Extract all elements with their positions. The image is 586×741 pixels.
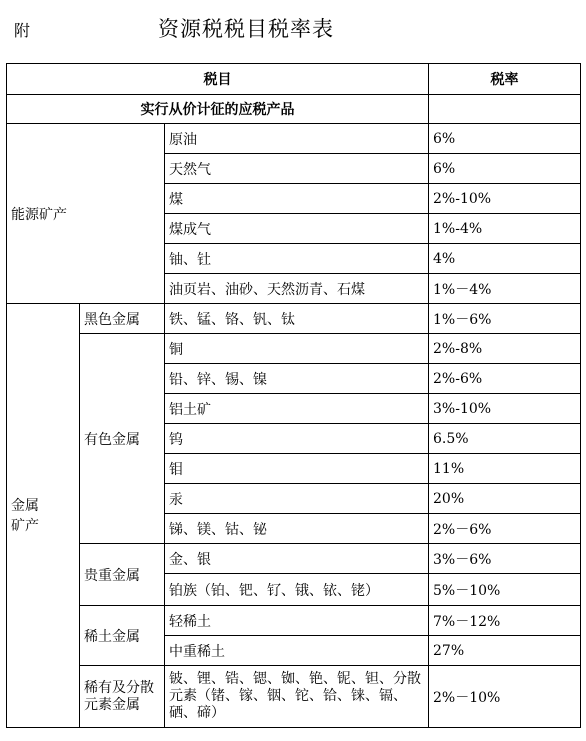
section-label: 实行从价计征的应税产品 xyxy=(7,95,429,124)
table-row xyxy=(7,304,581,334)
item-cell: 中重稀土 xyxy=(165,636,429,666)
page-title: 资源税税目税率表 xyxy=(158,17,334,41)
rate-cell: 1%-4% xyxy=(429,214,581,244)
rate-cell: 2%－6% xyxy=(429,514,581,544)
section-rate-empty xyxy=(429,95,581,124)
rate-cell: 6.5% xyxy=(429,424,581,454)
item-cell: 钼 xyxy=(165,454,429,484)
rate-cell: 2%－10% xyxy=(429,666,581,728)
rate-cell: 11% xyxy=(429,454,581,484)
header-item: 税目 xyxy=(7,64,429,95)
section-row xyxy=(7,95,581,124)
group-rare-earth: 稀土金属 xyxy=(80,606,165,666)
group-nonferrous: 有色金属 xyxy=(80,334,165,544)
header-rate: 税率 xyxy=(429,64,581,95)
rate-cell: 1%－6% xyxy=(429,304,581,334)
item-cell: 铁、锰、铬、钒、钛 xyxy=(165,304,429,334)
rate-cell: 6% xyxy=(429,154,581,184)
item-cell: 原油 xyxy=(165,124,429,154)
rate-cell: 27% xyxy=(429,636,581,666)
category-metal-label: 金属矿产 xyxy=(11,497,39,534)
rate-cell: 4% xyxy=(429,244,581,274)
category-energy: 能源矿产 xyxy=(7,124,165,304)
item-cell: 天然气 xyxy=(165,154,429,184)
group-scattered: 稀有及分散元素金属 xyxy=(80,666,165,728)
item-cell: 油页岩、油砂、天然沥青、石煤 xyxy=(165,274,429,304)
item-cell: 铍、锂、锆、锶、铷、铯、铌、钽、分散元素（锗、镓、铟、铊、铪、铼、镉、硒、碲） xyxy=(165,666,429,728)
rate-cell: 20% xyxy=(429,484,581,514)
category-metal xyxy=(7,304,80,728)
group-ferrous: 黑色金属 xyxy=(80,304,165,334)
item-cell: 汞 xyxy=(165,484,429,514)
tax-rate-table xyxy=(6,63,581,728)
table-header-row xyxy=(7,64,581,95)
item-cell: 金、银 xyxy=(165,544,429,574)
rate-cell: 1%－4% xyxy=(429,274,581,304)
table-row xyxy=(7,606,581,636)
item-cell: 铅、锌、锡、镍 xyxy=(165,364,429,394)
item-cell: 煤成气 xyxy=(165,214,429,244)
item-cell: 锑、镁、钴、铋 xyxy=(165,514,429,544)
item-cell: 钨 xyxy=(165,424,429,454)
group-precious: 贵重金属 xyxy=(80,544,165,606)
rate-cell: 5%－10% xyxy=(429,574,581,606)
item-cell: 铂族（铂、钯、钌、锇、铱、铑） xyxy=(165,574,429,606)
rate-cell: 3%-10% xyxy=(429,394,581,424)
item-cell: 铜 xyxy=(165,334,429,364)
rate-cell: 2%-10% xyxy=(429,184,581,214)
item-cell: 铀、钍 xyxy=(165,244,429,274)
table-row xyxy=(7,124,581,154)
rate-cell: 3%－6% xyxy=(429,544,581,574)
table-row xyxy=(7,666,581,728)
table-row xyxy=(7,334,581,364)
item-cell: 轻稀土 xyxy=(165,606,429,636)
appendix-label: 附 xyxy=(14,21,31,40)
rate-cell: 7%－12% xyxy=(429,606,581,636)
table-row xyxy=(7,544,581,574)
rate-cell: 2%-6% xyxy=(429,364,581,394)
item-cell: 煤 xyxy=(165,184,429,214)
item-cell: 铝土矿 xyxy=(165,394,429,424)
rate-cell: 2%-8% xyxy=(429,334,581,364)
rate-cell: 6% xyxy=(429,124,581,154)
